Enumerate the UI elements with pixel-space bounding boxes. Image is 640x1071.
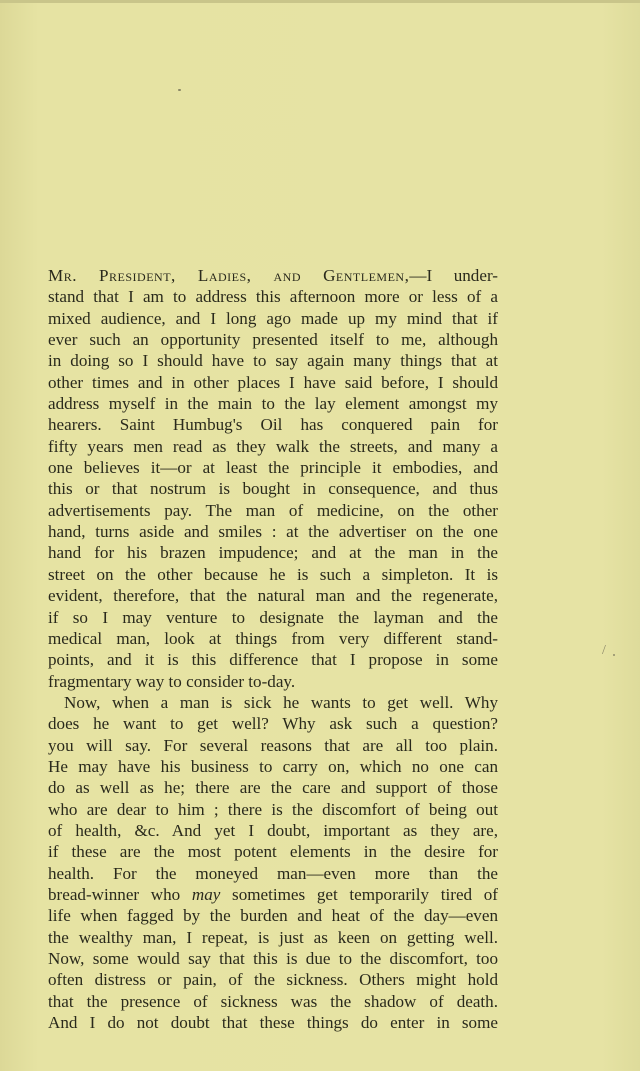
text-line: Now, when a man is sick he wants to get well. Why xyxy=(64,692,498,712)
text-line: in doing so I should have to say again many things that at xyxy=(48,351,498,371)
text-line: the wealthy man, I repeat, is just as keen on getting well. xyxy=(48,927,498,947)
text-line: that the presence of sickness was the shadow of death. xyxy=(48,991,498,1011)
margin-pencil-mark: / xyxy=(602,643,606,658)
text-line: evident, therefore, that the natural man and the regenerate, xyxy=(48,586,498,606)
text-line: street on the other because he is such a simpleton. It is xyxy=(48,564,498,584)
body-text xyxy=(48,265,498,1033)
text-line: Mr. President, Ladies, and Gentlemen,—I under- xyxy=(48,266,498,285)
text-line: fifty years men read as they walk the streets, and many a xyxy=(48,436,498,456)
text-line: points, and it is this difference that I propose in some xyxy=(48,650,498,670)
text-line: one believes it—or at least the principle it embodies, and xyxy=(48,458,498,478)
text-line: does he want to get well? Why ask such a question? xyxy=(48,714,498,734)
text-line: hand for his brazen impudence; and at the man in the xyxy=(48,543,498,563)
salutation: Mr. President, Ladies, and Gentlemen, xyxy=(48,266,410,285)
text-line: often distress or pain, of the sickness. Others might hold xyxy=(48,970,498,990)
text-line: if these are the most potent elements in the desire for xyxy=(48,842,498,862)
text-line: other times and in other places I have said before, I should xyxy=(48,372,498,392)
text-line: if so I may venture to designate the layman and the xyxy=(48,607,498,627)
text-line: address myself in the main to the lay element amongst my xyxy=(48,394,498,414)
text-line: hand, turns aside and smiles : at the advertiser on the one xyxy=(48,522,498,542)
text-line: mixed audience, and I long ago made up my mind that if xyxy=(48,308,498,328)
text-line: medical man, look at things from very different stand- xyxy=(48,628,498,648)
text-line: fragmentary way to consider to-day. xyxy=(48,671,296,691)
text-line: life when fagged by the burden and heat of the day—even xyxy=(48,906,498,926)
text-line: of health, &c. And yet I doubt, important as they are, xyxy=(48,820,498,840)
text-line: do as well as he; there are the care and support of those xyxy=(48,778,498,798)
text-line: health. For the moneyed man—even more than the xyxy=(48,863,498,883)
page-top-edge xyxy=(0,0,640,3)
text-line: He may have his business to carry on, which no one can xyxy=(48,756,498,776)
text-line: Now, some would say that this is due to the discomfort, too xyxy=(48,949,498,968)
text-line: And I do not doubt that these things do enter in some xyxy=(48,1013,498,1033)
text-line: hearers. Saint Humbug's Oil has conquered pain for xyxy=(48,415,498,435)
text-line: bread-winner who may sometimes get temporarily tired of xyxy=(48,884,498,904)
text-line: this or that nostrum is bought in consequence, and thus xyxy=(48,479,498,499)
text-line: you will say. For several reasons that are all too plain. xyxy=(48,735,498,755)
text-line: advertisements pay. The man of medicine, on the other xyxy=(48,500,498,520)
text-line: who are dear to him ; there is the discomfort of being out xyxy=(48,799,498,819)
text-line: stand that I am to address this afternoon more or less of a xyxy=(48,287,498,307)
emphasis: may xyxy=(191,884,221,904)
text-line: ever such an opportunity presented itself to me, although xyxy=(48,330,498,350)
paper-speck xyxy=(178,89,181,91)
margin-dot xyxy=(613,654,615,656)
